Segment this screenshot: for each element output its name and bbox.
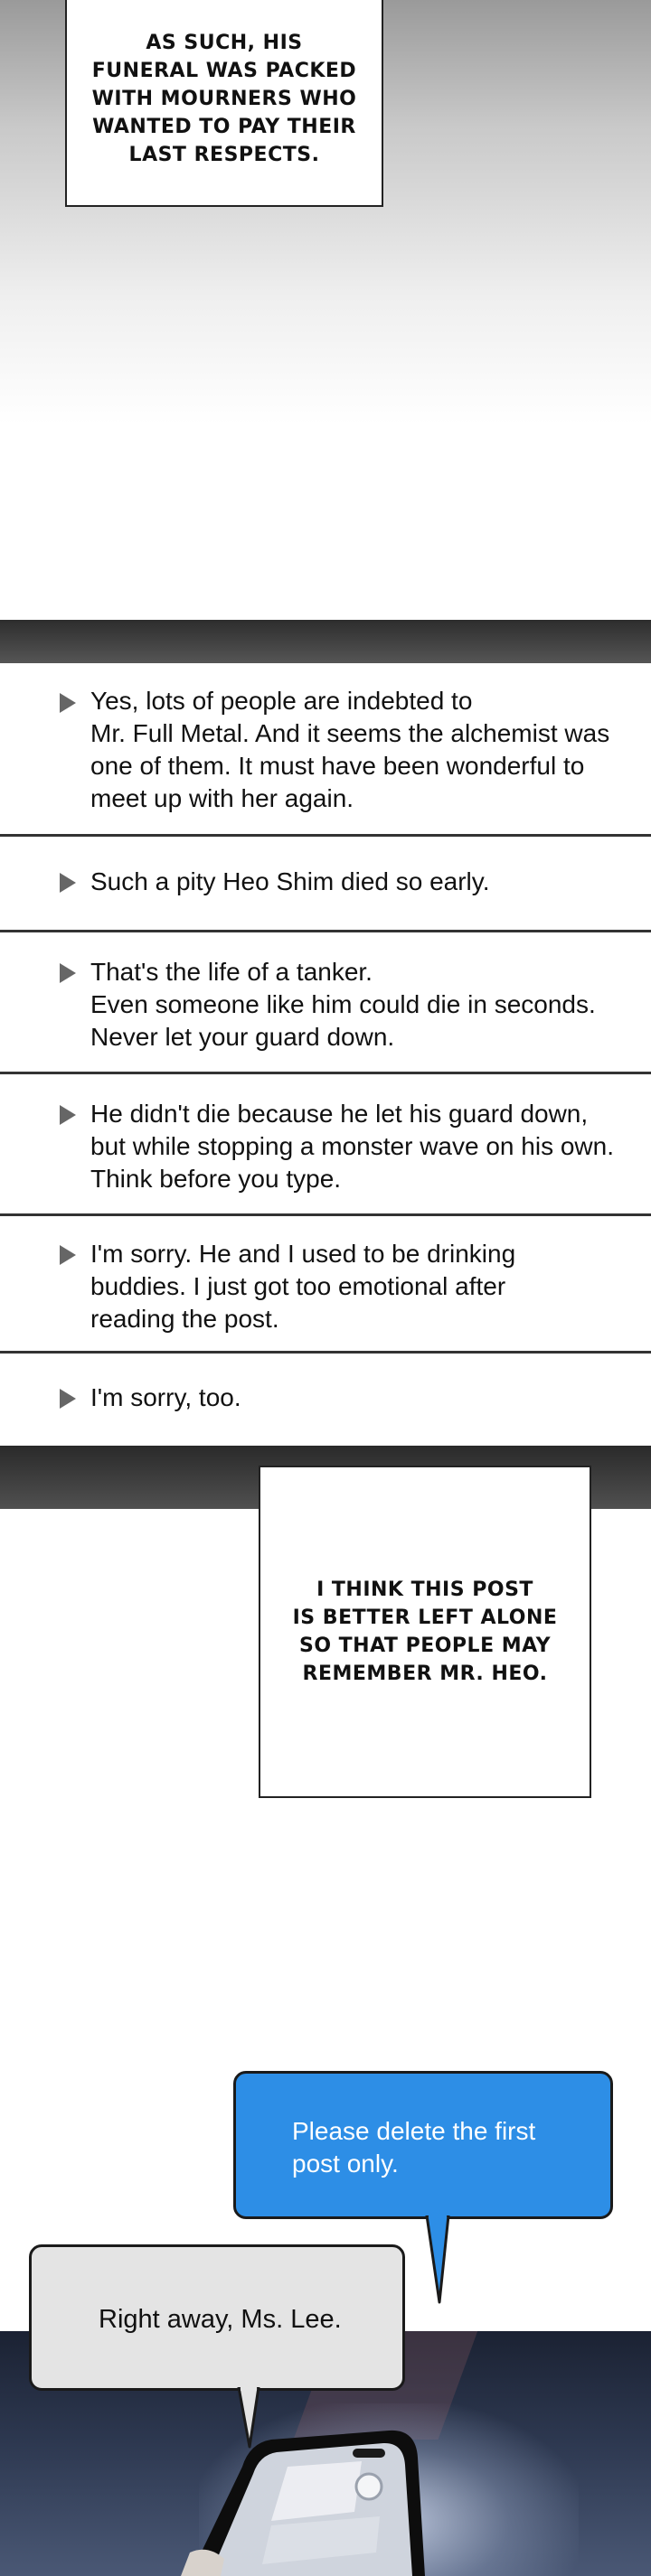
comment-item — [0, 837, 651, 932]
narration-text-top: AS SUCH, HIS FUNERAL WAS PACKED WITH MOURNERS WHO WANTED TO PAY THEIR LAST RESPECTS. — [91, 32, 357, 166]
chat-bubble-tail-icon — [237, 2387, 264, 2450]
comment-item — [0, 1216, 651, 1354]
chat-message-sent: Please delete the first post only. — [292, 2117, 536, 2178]
bullet-arrow-icon — [60, 963, 76, 983]
chat-message-received: Right away, Ms. Lee. — [99, 2305, 342, 2334]
narration-box-middle — [259, 1466, 591, 1798]
narration-text-middle: I THINK THIS POST IS BETTER LEFT ALONE SO THAT PEOPLE MAY REMEMBER MR. HEO. — [292, 1578, 558, 1685]
comment-text: I'm sorry. He and I used to be drinking buddies. I just got too emotional after reading the post. — [90, 1240, 516, 1333]
comment-text: Such a pity Heo Shim died so early. — [90, 867, 490, 895]
chat-bubble-received — [29, 2244, 405, 2391]
comment-board-header-bar — [0, 620, 651, 663]
comment-text: I'm sorry, too. — [90, 1383, 241, 1411]
comment-item — [0, 1074, 651, 1216]
comment-text: That's the life of a tanker. Even someone like him could die in seconds. Never let your guard down. — [90, 958, 596, 1051]
comment-item — [0, 663, 651, 837]
comment-text: Yes, lots of people are indebted to Mr. Full Metal. And it seems the alchemist was one of them. It must have been wonderful to meet up with her again. — [90, 687, 610, 812]
bullet-arrow-icon — [60, 693, 76, 713]
chat-bubble-sent — [233, 2071, 613, 2219]
comment-item — [0, 932, 651, 1074]
bullet-arrow-icon — [60, 1105, 76, 1125]
narration-box-top — [65, 0, 383, 207]
bullet-arrow-icon — [60, 1389, 76, 1409]
chat-bubble-tail-icon — [425, 2215, 452, 2306]
comment-item — [0, 1354, 651, 1446]
bullet-arrow-icon — [60, 1245, 76, 1265]
bullet-arrow-icon — [60, 873, 76, 893]
comment-text: He didn't die because he let his guard down, but while stopping a monster wave on his own. Think before you type. — [90, 1100, 614, 1193]
